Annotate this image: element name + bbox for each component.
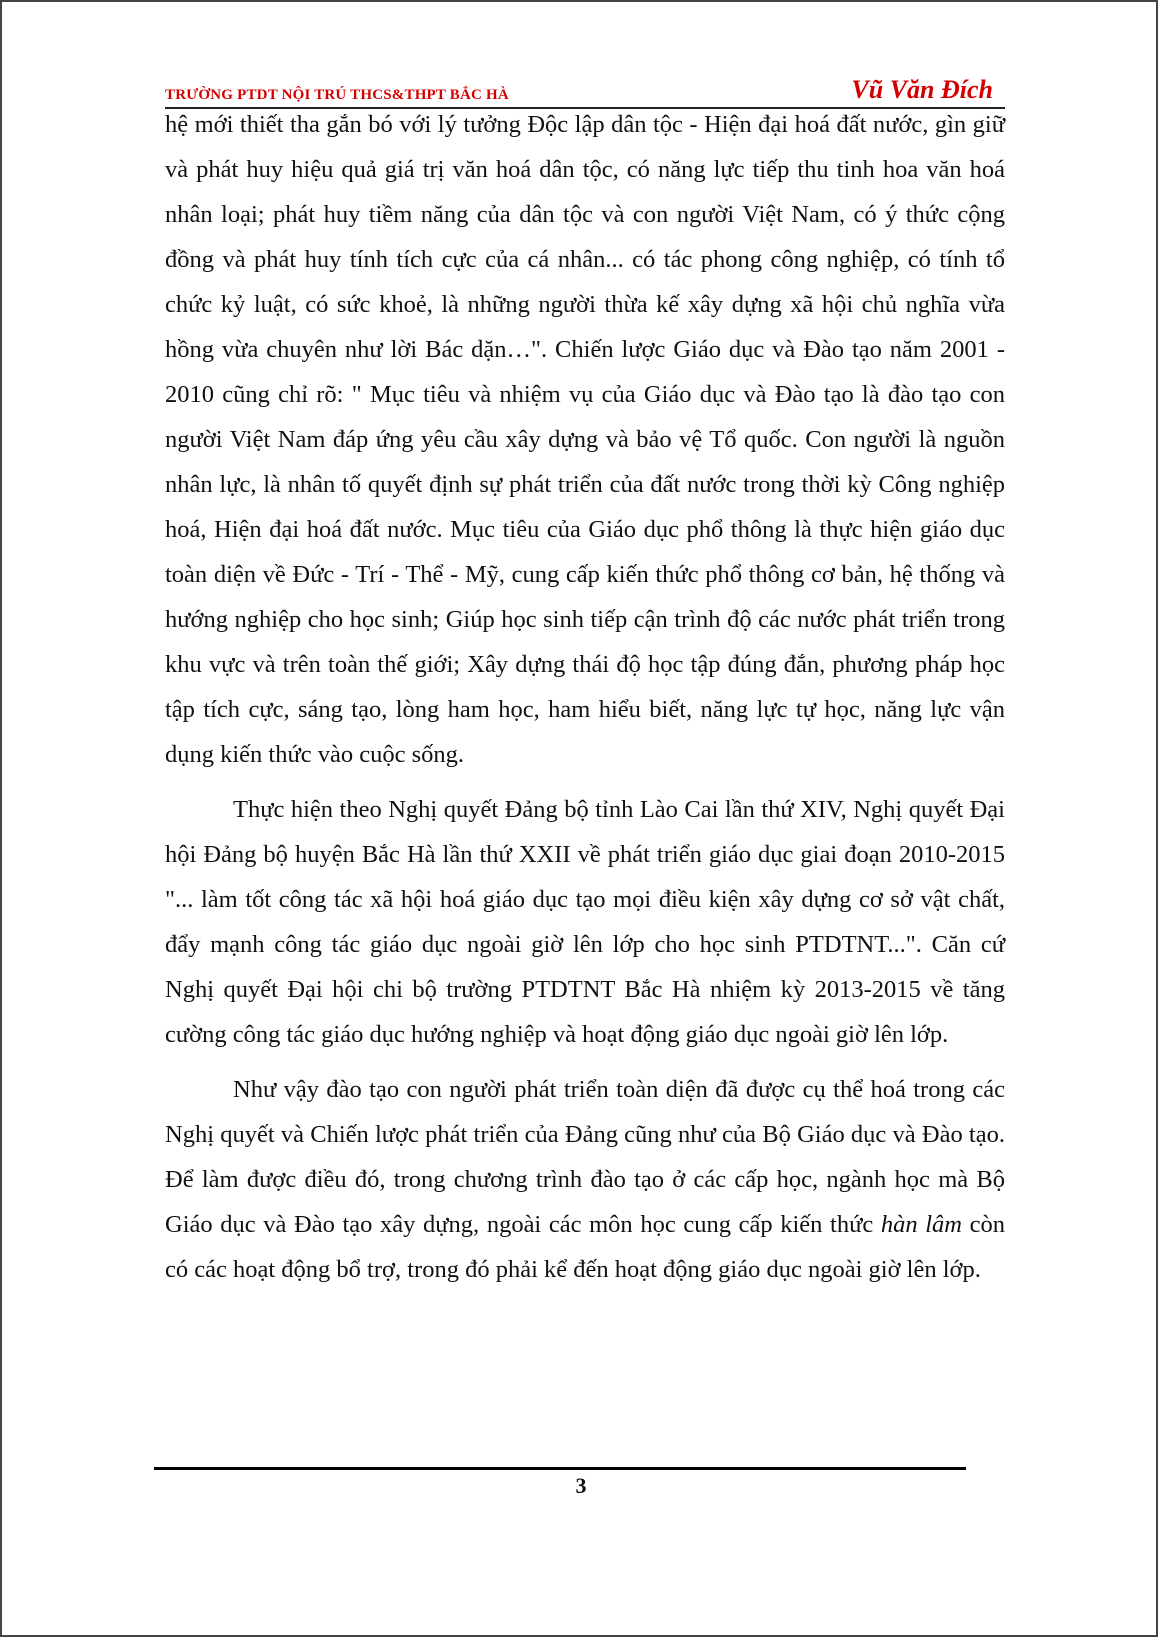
- paragraph-3-italic: hàn lâm: [880, 1211, 962, 1238]
- paragraph-3: [165, 1067, 1005, 1292]
- page-header: [165, 72, 1005, 106]
- page-number: 3: [575, 1473, 587, 1498]
- paragraph-1: hệ mới thiết tha gắn bó với lý tưởng Độc lập dân tộc - Hiện đại hoá đất nước, gìn giữ và phát huy hiệu quả giá trị văn hoá dân tộc, có năng lực tiếp thu tinh hoa văn hoá nhân loại; phát huy tiềm năng của dân tộc và con người Việt Nam, có ý thức cộng đồng và phát huy tính tích cực của cá nhân... có tác phong công nghiệp, có tính tổ chức kỷ luật, có sức khoẻ, là những người thừa kế xây dựng xã hội chủ nghĩa vừa hồng vừa chuyên như lời Bác dặn…". Chiến lược Giáo dục và Đào tạo năm 2001 - 2010 cũng chỉ rõ: " Mục tiêu và nhiệm vụ của Giáo dục và Đào tạo là đào tạo con người Việt Nam đáp ứng yêu cầu xây dựng và bảo vệ Tổ quốc. Con người là nguồn nhân lực, là nhân tố quyết định sự phát triển của đất nước trong thời kỳ Công nghiệp hoá, Hiện đại hoá đất nước. Mục tiêu của Giáo dục phổ thông là thực hiện giáo dục toàn diện về Đức - Trí - Thể - Mỹ, cung cấp kiến thức phổ thông cơ bản, hệ thống và hướng nghiệp cho học sinh; Giúp học sinh tiếp cận trình độ các nước phát triển trong khu vực và trên toàn thế giới; Xây dựng thái độ học tập đúng đắn, phương pháp học tập tích cực, sáng tạo, lòng ham học, ham hiểu biết, năng lực tự học, năng lực vận dụng kiến thức vào cuộc sống.: [165, 111, 1005, 768]
- footer-divider: [154, 1467, 966, 1470]
- paragraph-2: Thực hiện theo Nghị quyết Đảng bộ tỉnh Lào Cai lần thứ XIV, Nghị quyết Đại hội Đảng bộ huyện Bắc Hà lần thứ XXII về phát triển giáo dục giai đoạn 2010-2015 "... làm tốt công tác xã hội hoá giáo dục tạo mọi điều kiện xây dựng cơ sở vật chất, đẩy mạnh công tác giáo dục ngoài giờ lên lớp cho học sinh PTDTNT...". Căn cứ Nghị quyết Đại hội chi bộ trường PTDTNT Bắc Hà nhiệm kỳ 2013-2015 về tăng cường công tác giáo dục hướng nghiệp và hoạt động giáo dục ngoài giờ lên lớp.: [165, 796, 1005, 1048]
- school-name: TRƯỜNG PTDT NỘI TRÚ THCS&THPT BẮC HÀ: [165, 87, 509, 103]
- author-name: Vũ Văn Đích: [851, 75, 993, 104]
- paragraph-3-text-a: Như vậy đào tạo con người phát triển toàn diện đã được cụ thể hoá trong các Nghị quyết và Chiến lược phát triển của Đảng cũng như của Bộ Giáo dục và Đào tạo. Để làm được điều đó, trong chương trình đào tạo ở các cấp học, ngành học mà Bộ Giáo dục và Đào tạo xây dựng, ngoài các môn học cung cấp kiến thức: [165, 1076, 1005, 1238]
- document-body: [165, 102, 1005, 1302]
- paragraph-3-text-b: còn có các hoạt động bổ trợ, trong đó phải kể đến hoạt động giáo dục ngoài giờ lên lớp.: [165, 1211, 1006, 1283]
